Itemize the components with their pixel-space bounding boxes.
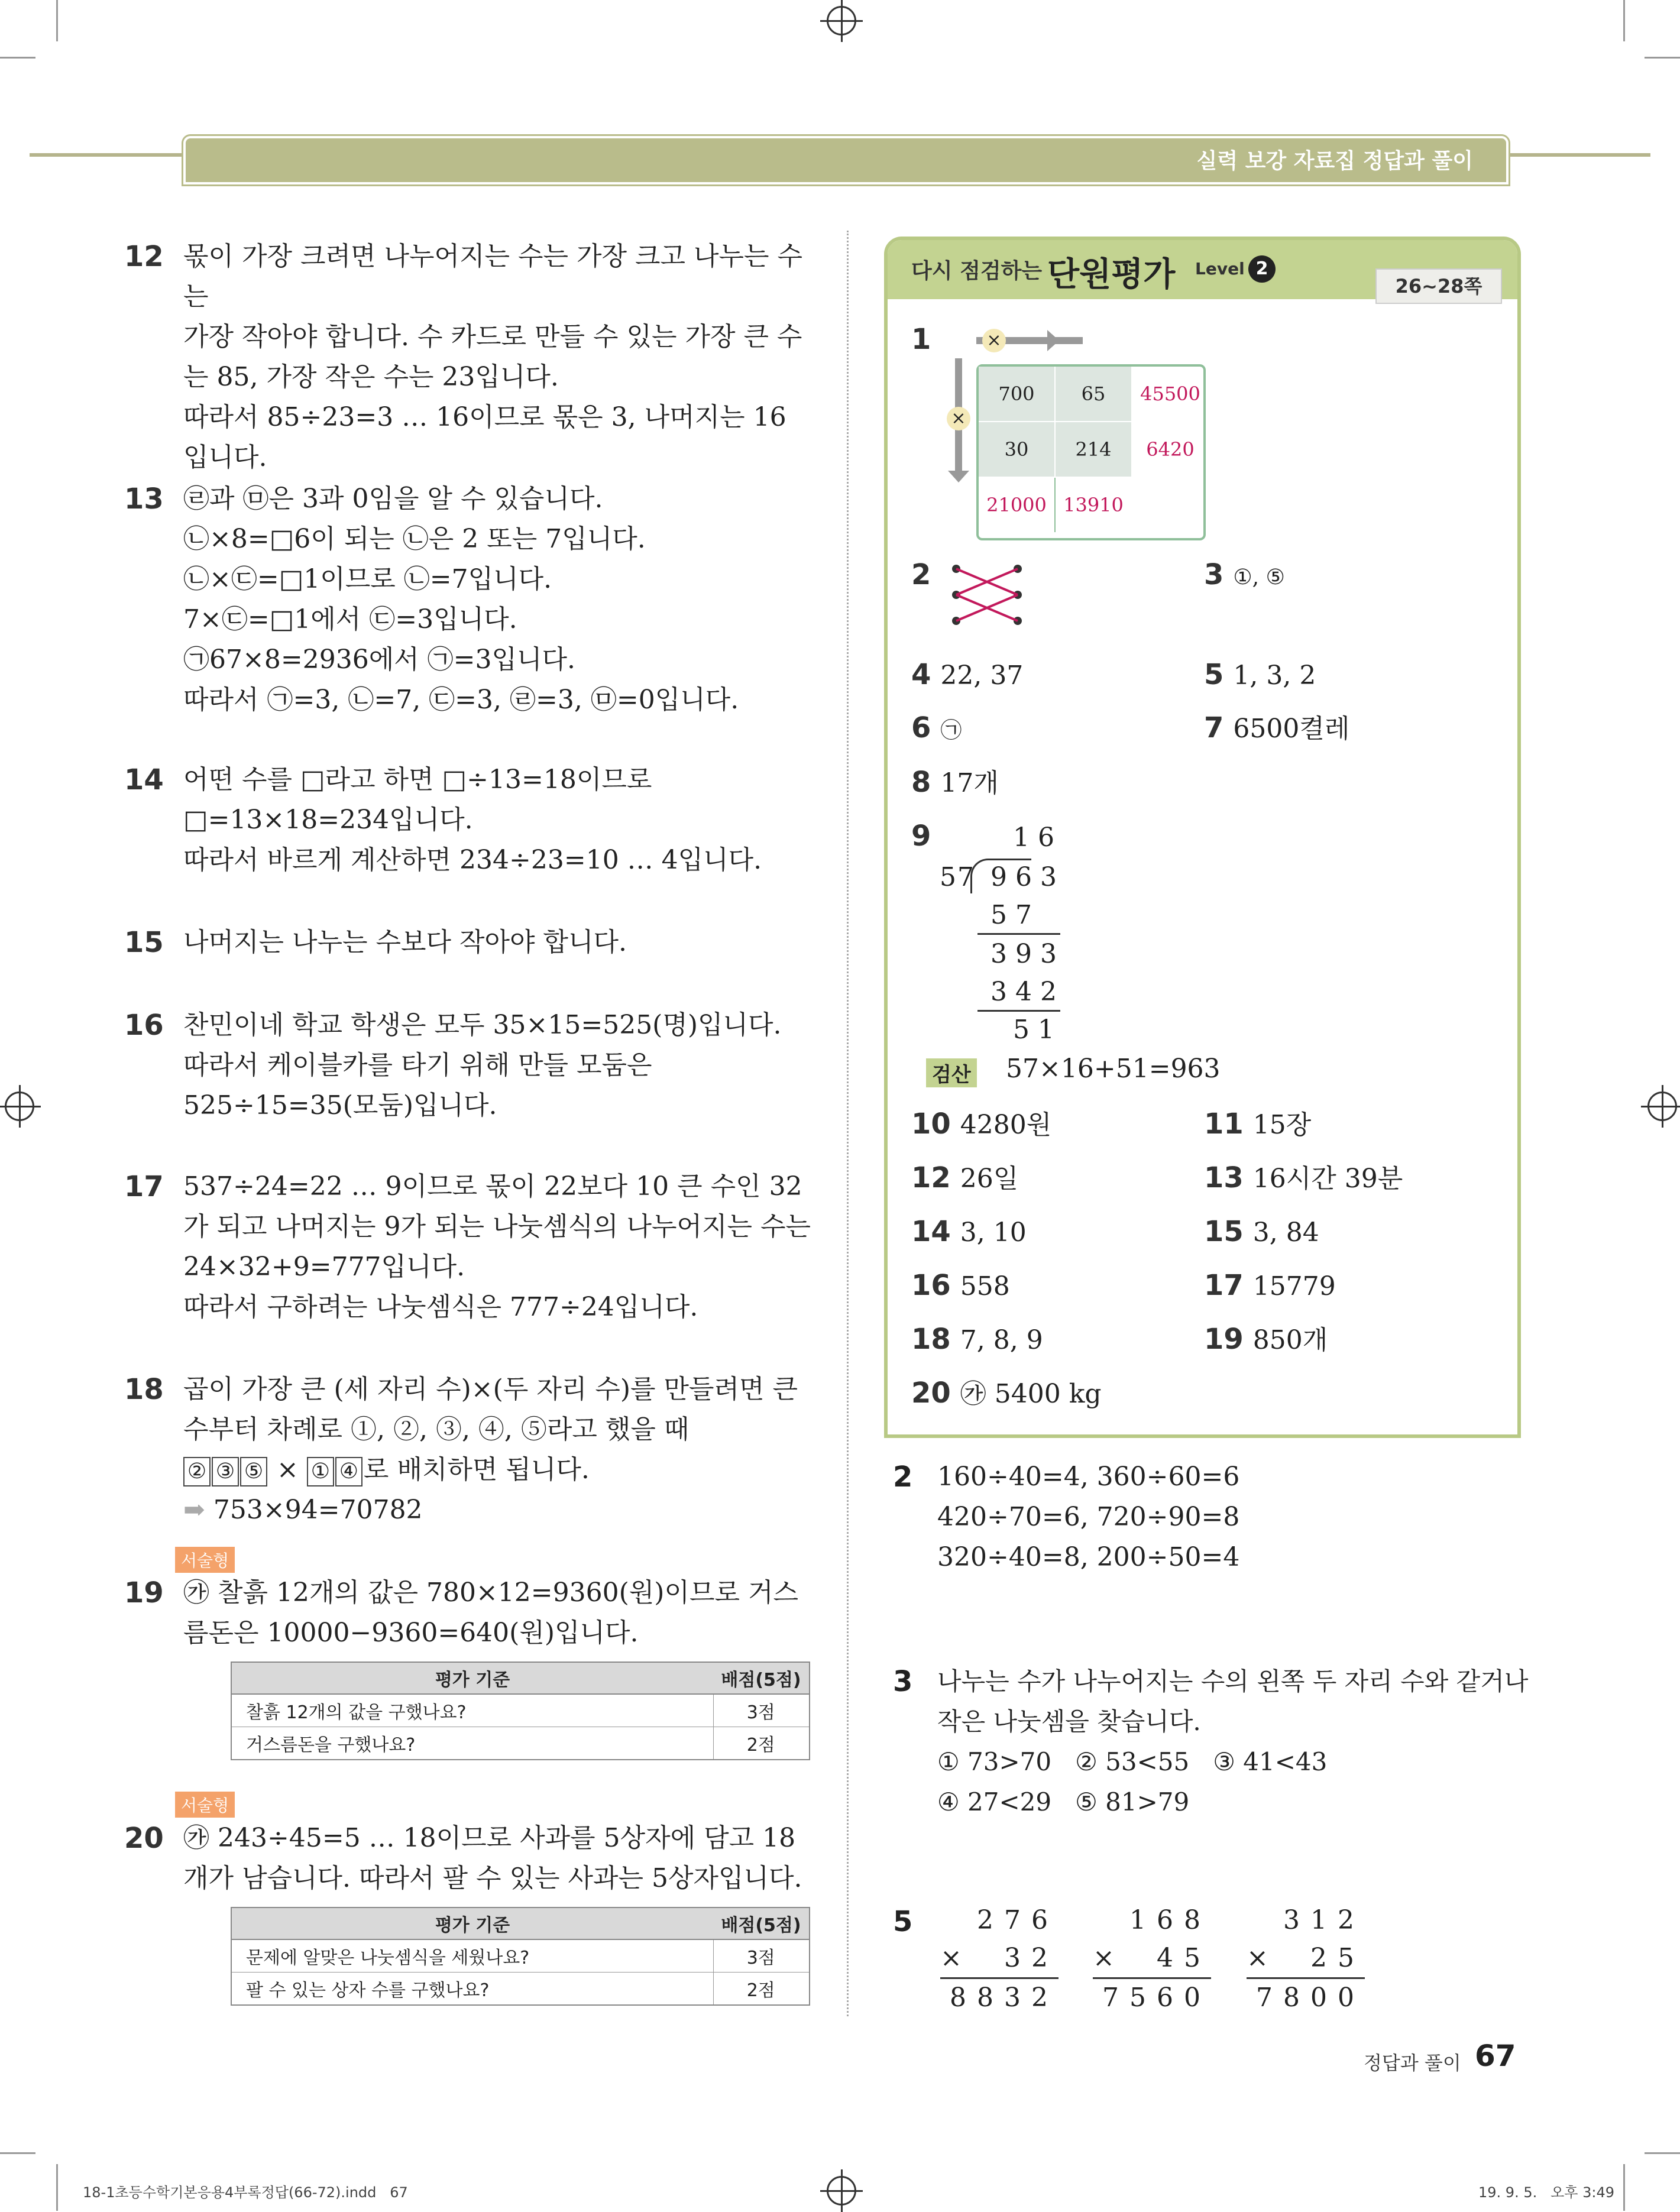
times-sign: × [1093,1943,1115,1973]
vertical-multiplication [1093,1902,1211,2017]
text-line: 나머지는 나누는 수보다 작아야 합니다. [183,927,627,957]
remainder: 51 [1013,1015,1063,1045]
text-line: 525÷15=35(모둠)입니다. [183,1090,497,1120]
result-line [183,1490,816,1530]
text-line: 따라서 케이블카를 타기 위해 만들 모둠은 [183,1050,652,1080]
answer-number: 17 [1204,1269,1244,1302]
multiplier-row [940,1939,1059,1977]
unit-review-panel [884,237,1521,1438]
footer-section-label: 정답과 풀이 [1364,2052,1461,2074]
product: 7800 [1247,1977,1365,2017]
answer-18 [911,1322,1043,1358]
result-text: 753×94=70782 [213,1495,423,1525]
division-step: 393 [990,939,1065,969]
answer-number: 12 [911,1161,951,1194]
answer-17 [1204,1268,1336,1304]
answer-1 [911,322,940,358]
dividend: 963 [990,862,1065,892]
note-3 [893,1662,1528,1822]
answer-text: ①, ⑤ [1233,565,1285,590]
answer-10 [911,1106,1051,1143]
question-18 [124,1369,816,1530]
text-line: 찬민이네 학교 학생은 모두 35×15=525(명)입니다. [183,1010,782,1040]
question-16 [124,1005,816,1126]
level-label: Level [1195,259,1245,278]
crop-mark [1645,57,1680,59]
grid-cell: 65 [1056,367,1131,421]
multiplicand: 312 [1283,1905,1365,1935]
panel-subtitle: 다시 점검하는 [911,259,1043,283]
text-line: 곱이 가장 큰 (세 자리 수)×(두 자리 수)를 만들려면 큰 [183,1374,798,1404]
check-label: 검산 [926,1058,977,1087]
quotient: 16 [1013,822,1063,853]
grading-table [231,1662,810,1760]
answer-number: 3 [1204,558,1224,591]
answer-16 [911,1268,1010,1304]
text-line: □=13×18=234입니다. [183,805,473,835]
column-divider [847,231,849,2016]
divisor: 57 [940,862,975,892]
question-number: 17 [124,1170,164,1203]
question-number: 18 [124,1373,164,1406]
text-line: 따라서 ㉠=3, ㉡=7, ㉢=3, ㉣=3, ㉤=0입니다. [183,685,739,715]
table-header: 평가 기준 [231,1907,713,1939]
answer-text: 7, 8, 9 [960,1325,1043,1355]
registration-mark-icon [5,1092,34,1121]
table-cell: 3점 [713,1939,810,1973]
text-line: ① 73>70 ② 53<55 ③ 41<43 [937,1747,1328,1776]
text-line: 따라서 구하려는 나눗셈식은 777÷24입니다. [183,1292,698,1322]
multiplier: 32 [1004,1943,1059,1973]
text-line: 420÷70=6, 720÷90=8 [937,1502,1240,1532]
crop-mark [56,0,58,41]
answer-7 [1204,710,1349,747]
multiplier: 25 [1310,1943,1365,1973]
registration-mark-icon [827,6,856,35]
registration-mark-icon [827,2176,856,2205]
vertical-multiplication [1247,1902,1365,2017]
answer-text: 15장 [1252,1110,1312,1140]
text-line: 따라서 85÷23=3 … 16이므로 몫은 3, 나머지는 16 [183,402,786,432]
matching-lines [947,559,1030,630]
answer-number: 15 [1204,1215,1244,1248]
answer-text: 15779 [1252,1271,1336,1301]
question-17 [124,1167,816,1327]
card-box: ② [183,1457,211,1486]
question-number: 20 [124,1822,164,1855]
grid-cell: 45500 [1140,383,1200,405]
answer-number: 10 [911,1107,951,1141]
division-step: 57 [990,900,1040,930]
page-range: 26~28쪽 [1375,268,1502,304]
table-cell: 3점 [713,1694,810,1727]
crop-mark [1623,0,1625,41]
times-sign: × [1247,1943,1268,1973]
text-line: ㉣과 ㉤은 3과 0임을 알 수 있습니다. [183,484,603,514]
crop-mark [1645,2152,1680,2154]
answer-text: 3, 84 [1252,1217,1319,1248]
grid-cell: 6420 [1146,438,1195,461]
answer-3 [1204,557,1285,595]
division-rule [977,933,1060,935]
card-box: ③ [212,1457,239,1486]
answer-14 [911,1214,1027,1251]
text-line: 어떤 수를 □라고 하면 □÷13=18이므로 [183,765,652,795]
question-number: 19 [124,1576,164,1609]
grid-cell: 13910 [1063,494,1124,516]
answer-number: 19 [1204,1323,1244,1356]
note-number: 2 [893,1460,913,1494]
table-row [231,1973,810,2006]
text-line: 320÷40=8, 200÷50=4 [937,1542,1240,1572]
crop-mark [0,57,35,59]
grid-cell: 214 [1056,422,1131,477]
text-line: 가장 작아야 합니다. 수 카드로 만들 수 있는 가장 큰 수 [183,322,802,352]
panel-title: 단원평가 [1047,255,1176,294]
times-circle-icon: × [947,407,970,430]
grid-cell: 30 [979,422,1054,477]
answer-20 [911,1375,1102,1412]
question-20 [124,1818,816,1899]
multiplier-row [1247,1939,1365,1977]
text-line: 537÷24=22 … 9이므로 몫이 22보다 10 큰 수인 32 [183,1171,802,1201]
answer-text: ㉮ 5400 kg [960,1379,1102,1409]
answer-number: 7 [1204,711,1224,744]
answer-number: 1 [911,323,931,356]
text-line: 름돈은 10000−9360=640(원)입니다. [183,1618,639,1648]
grid-cell: 700 [979,367,1054,421]
arrow-right-head-icon [1047,330,1059,351]
card-arrangement [183,1450,816,1490]
answer-4 [911,657,1023,694]
multiplication-grid [976,364,1206,540]
answer-text: 3, 10 [960,1217,1027,1248]
arrow-down-head-icon [948,471,969,482]
multiplier: 45 [1157,1943,1211,1973]
question-12 [124,237,816,478]
grading-table [231,1907,810,2006]
answer-text: 17개 [940,768,999,798]
answer-text: 6500켤레 [1233,714,1350,744]
answer-text: 22, 37 [940,660,1024,691]
crop-mark [1623,2164,1625,2211]
answer-number: 20 [911,1377,951,1410]
text-line: 개가 남습니다. 따라서 팔 수 있는 사과는 5상자입니다. [183,1863,802,1893]
essay-tag: 서술형 [175,1792,235,1818]
text-line: 작은 나눗셈을 찾습니다. [937,1707,1201,1736]
table-header: 배점(5점) [713,1662,810,1694]
answer-number: 14 [911,1215,951,1248]
product: 7560 [1093,1977,1211,2017]
card-box: ④ [335,1457,362,1486]
registration-mark-icon [1647,1092,1677,1121]
question-number: 14 [124,763,164,796]
grid-cell: 21000 [979,478,1056,532]
answer-number: 4 [911,658,931,691]
table-cell: 팔 수 있는 상자 수를 구했나요? [231,1973,713,2006]
text-line: ㉠67×8=2936에서 ㉠=3입니다. [183,645,576,675]
file-slug: 18-1초등수학기본응용4부록정답(66-72).indd 67 [83,2184,408,2201]
text-line: 로 배치하면 됩니다. [363,1455,590,1485]
answer-text: 1, 3, 2 [1233,660,1316,691]
answer-5 [1204,657,1316,694]
text-line: 는 85, 가장 작은 수는 23입니다. [183,362,559,392]
text-line: 따라서 바르게 계산하면 234÷23=10 … 4입니다. [183,845,762,875]
page-number: 67 [1475,2039,1516,2073]
text-line: ㉮ 찰흙 12개의 값은 780×12=9360(원)이므로 거스 [183,1578,798,1608]
text-line: 24×32+9=777입니다. [183,1252,465,1282]
text-line: 가 되고 나머지는 9가 되는 나눗셈식의 나누어지는 수는 [183,1212,811,1242]
question-number: 15 [124,926,164,959]
answer-19 [1204,1322,1328,1358]
table-cell: 문제에 알맞은 나눗셈식을 세웠나요? [231,1939,713,1973]
vertical-multiplication [940,1902,1059,2017]
text-line: 몫이 가장 크려면 나누어지는 수는 가장 크고 나누는 수는 [183,241,802,312]
text-line: 7×㉢=□1에서 ㉢=3입니다. [183,604,517,634]
level-badge: 2 [1248,255,1276,283]
note-number: 5 [893,1905,913,1938]
times-circle-icon: × [982,329,1006,352]
answer-text: 558 [960,1271,1010,1301]
multiplier-row [1093,1939,1211,1977]
answer-number: 6 [911,711,931,744]
crop-mark [56,2164,58,2211]
question-15 [124,922,816,963]
answer-15 [1204,1214,1319,1251]
table-cell: 거스름돈을 구했나요? [231,1727,713,1760]
answer-9 [911,818,940,855]
question-19 [124,1573,816,1653]
card-box: ⑤ [240,1457,267,1486]
multiplicand: 168 [1129,1905,1211,1935]
text-line: ㉮ 243÷45=5 … 18이므로 사과를 5상자에 담고 18 [183,1823,796,1853]
panel-header [888,240,1517,299]
header-title: 실력 보강 자료집 정답과 풀이 [1196,149,1473,173]
table-header: 평가 기준 [231,1662,713,1694]
answer-text: ㉠ [940,718,962,743]
table-row [231,1694,810,1727]
table-cell: 2점 [713,1727,810,1760]
answer-number: 16 [911,1269,951,1302]
multiplicand: 276 [977,1905,1059,1935]
answer-11 [1204,1106,1311,1143]
table-cell: 2점 [713,1973,810,2006]
answer-6 [911,710,962,749]
text-line: ④ 27<29 ⑤ 81>79 [937,1787,1190,1816]
text-line: 수부터 차례로 ①, ②, ③, ④, ⑤라고 했을 때 [183,1414,690,1445]
answer-8 [911,765,999,801]
answer-number: 9 [911,820,931,853]
check-equation: 57×16+51=963 [1006,1054,1221,1084]
answer-number: 8 [911,766,931,799]
text-line: ㉡×㉢=□1이므로 ㉡=7입니다. [183,564,552,594]
answer-number: 18 [911,1323,951,1356]
table-cell: 찰흙 12개의 값을 구했나요? [231,1694,713,1727]
answer-number: 13 [1204,1161,1244,1194]
question-number: 12 [124,240,164,273]
print-date: 19. 9. 5. 오후 3:49 [1478,2184,1615,2201]
essay-tag: 서술형 [175,1547,235,1573]
text-line: 나누는 수가 나누어지는 수의 왼쪽 두 자리 수와 같거나 [937,1667,1529,1696]
answer-text: 26일 [960,1164,1019,1194]
arrow-icon: ➡ [183,1495,205,1525]
note-number: 3 [893,1665,913,1698]
times-sign: × [940,1943,962,1973]
division-rule [977,1010,1060,1012]
answer-2 [911,557,940,594]
answer-text: 850개 [1252,1325,1328,1355]
question-number: 13 [124,482,164,516]
answer-number: 5 [1204,658,1224,691]
answer-13 [1204,1160,1403,1197]
card-box: ① [307,1457,334,1486]
text-line: ㉡×8=□6이 되는 ㉡은 2 또는 7입니다. [183,524,646,554]
answer-12 [911,1160,1018,1197]
times-sign: × [277,1455,299,1485]
division-step: 342 [990,977,1065,1007]
text-line: 160÷40=4, 360÷60=6 [937,1462,1240,1492]
answer-number: 11 [1204,1107,1244,1141]
text-line: 입니다. [183,442,267,472]
product: 8832 [940,1977,1059,2017]
question-number: 16 [124,1009,164,1042]
table-header: 배점(5점) [713,1907,810,1939]
question-13 [124,479,816,720]
question-14 [124,760,816,880]
note-2 [893,1457,1239,1578]
table-row [231,1727,810,1760]
answer-text: 16시간 39분 [1252,1164,1403,1194]
answer-text: 4280원 [960,1110,1052,1140]
answer-number: 2 [911,558,931,591]
crop-mark [0,2152,35,2154]
table-row [231,1939,810,1973]
